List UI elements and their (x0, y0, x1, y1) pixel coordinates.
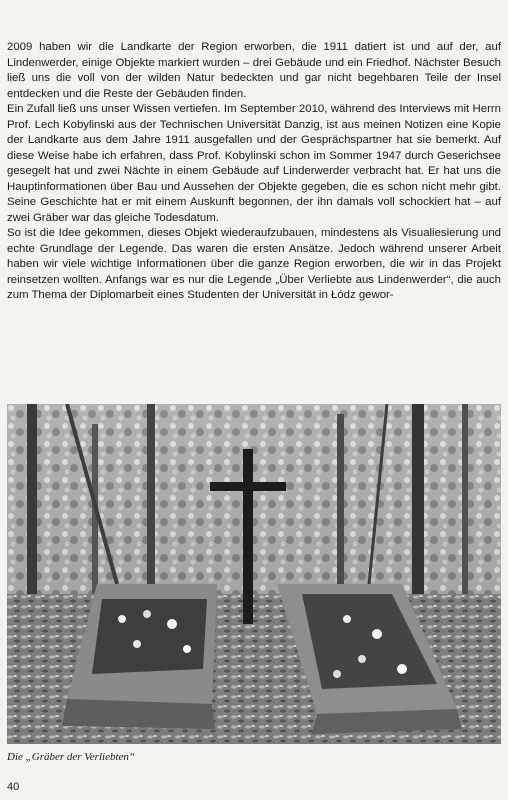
paragraph-1: 2009 haben wir die Landkarte der Region erworben, die 1911 datiert ist und auf der, auf Lindenwerder, einige Objekte markiert wurden – drei Gebäude und ein Friedhof. Nächster Besuch ließ uns die voll von der wilden Natur bedeckten und gar nicht begehbaren Teile der Insel entdecken und die Reste der Gebäuden finden. (7, 41, 501, 100)
body-text (7, 40, 501, 304)
paragraph-3: So ist die Idee gekommen, dieses Objekt wiederaufzubauen, mindestens als Visualiesierung und echte Grundlage der Legende. Das waren die ersten Ansätze. Jedoch während unserer Arbeit haben wir viele wichtige Informationen über die ganze Region erworben, die wir in das Projekt reinsetzen wollten. Anfangs war es nur die Legende „Über Verliebte aus Lindenwerder“, die auch zum Thema der Diplomarbeit eines Studenten der Universität in Łódz gewor- (7, 227, 501, 301)
figure-caption: Die „Gräber der Verliebten“ (7, 751, 136, 763)
page-number: 40 (7, 781, 20, 793)
paragraph-2: Ein Zufall ließ uns unser Wissen vertiefen. Im September 2010, während des Interviews mit Herrn Prof. Lech Kobylinski aus der Technischen Universität Danzig, ist aus meinen Notizen eine Kopie der Landkarte aus dem Jahre 1911 ausgefallen und der Gesprächspartner hat sie bemerkt. Auf diese Weise habe ich erfahren, dass Prof. Kobylinski schon im Sommer 1947 durch Geserichsee gesegelt hat und zwei Nächte in einem Gebäude auf Linderwerder verbracht hat. Er hat uns die Hauptinformationen über Bau und Aussehen der Objekte gegeben, die es schon nicht mehr gibt. Seine Geschichte hat er mit einem Auskunft begonnen, der ihn damals voll schockiert hat – auf zwei Gräber war das gleiche Todesdatum. (7, 103, 501, 224)
graves-photo (7, 404, 501, 744)
